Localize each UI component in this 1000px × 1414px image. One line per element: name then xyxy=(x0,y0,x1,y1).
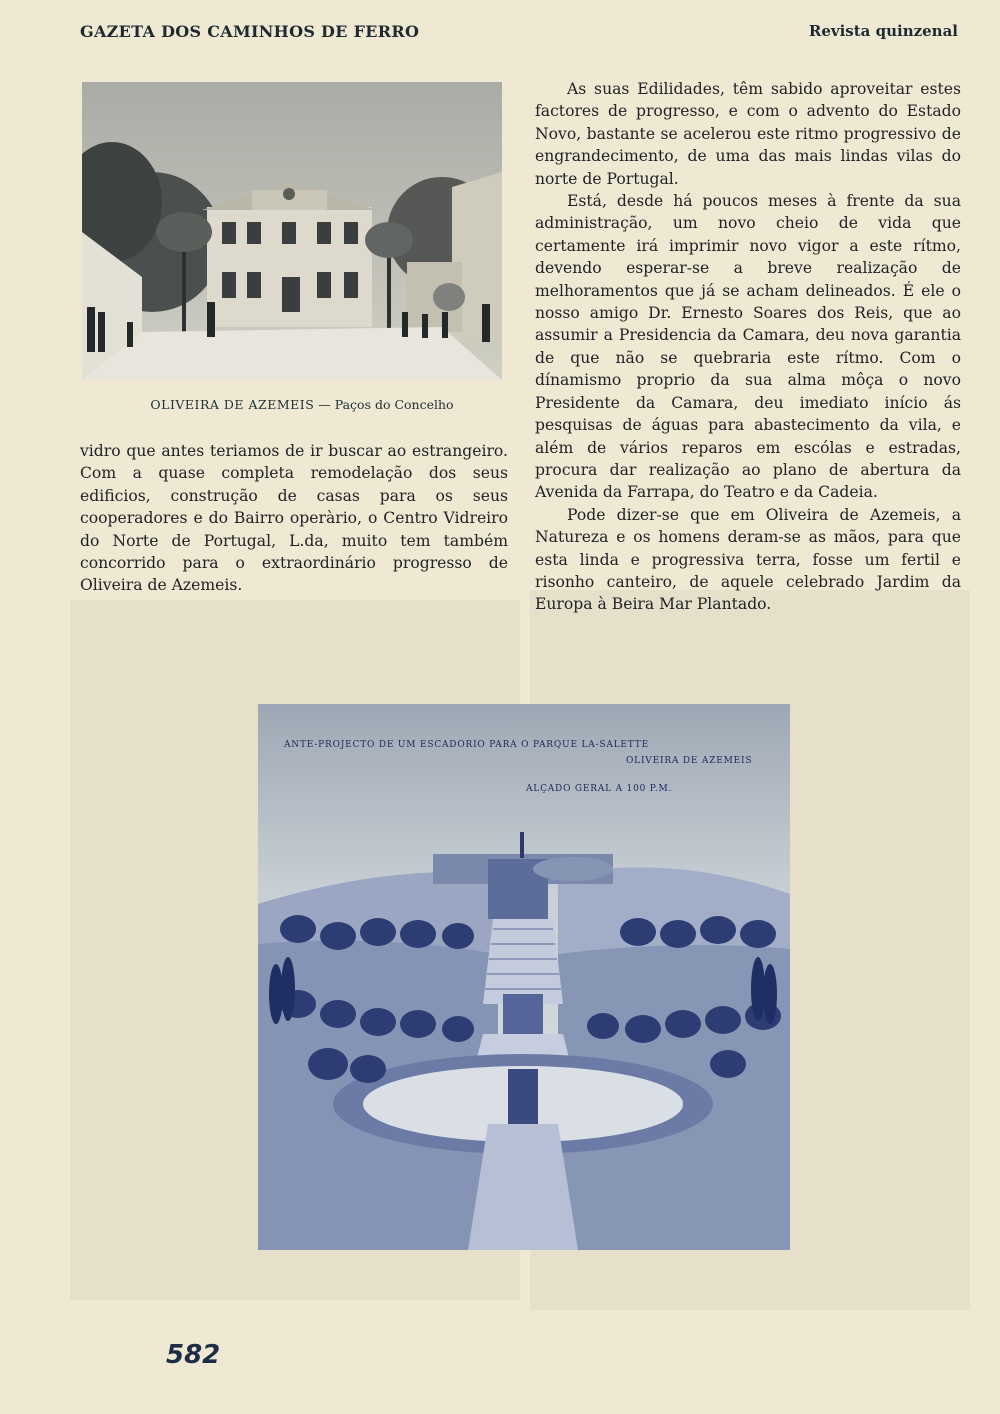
right-column-text xyxy=(535,78,961,616)
staircase-drawing xyxy=(258,704,790,1250)
right-paragraph-1: As suas Edilidades, têm sabido aproveitar estes factores de progresso, e com o advento do Estado Novo, bastante se acelerou este ritmo progressivo de engrandecimento, de uma das mais lindas vilas do norte de Portugal. xyxy=(535,80,961,188)
left-column-text xyxy=(80,440,508,597)
town-hall-photo xyxy=(82,82,502,380)
right-paragraph-2: Está, desde há poucos meses à frente da sua administração, um novo cheio de vida que certamente irá imprimir novo vigor a este rítmo, devendo esperar-se a breve realização de melhoramentos que já se acham delineados. É ele o nosso amigo Dr. Ernesto Soares dos Reis, que ao assumir a Presidencia da Camara, deu nova garantia de que não se quebraria este rítmo. Com o dínamismo proprio da sua alma môça o novo Presidente da Camara, deu imediato início ás pesquisas de águas para abastecimento da vila, e além de vários reparos em escólas e estradas, procura dar realização ao plano de abertura da Avenida da Farrapa, do Teatro e da Cadeia. xyxy=(535,192,961,502)
caption-place: OLIVEIRA DE AZEMEIS xyxy=(150,397,315,412)
publication-subtitle: Revista quinzenal xyxy=(808,22,958,40)
page-number: 582 xyxy=(166,1340,221,1370)
caption-description: — Paços do Concelho xyxy=(314,397,454,412)
publication-title: GAZETA DOS CAMINHOS DE FERRO xyxy=(80,22,420,41)
left-paragraph: vidro que antes teriamos de ir buscar ao estrangeiro. Com a quase completa remodelação dos seus edificios, construção de casas para os seus cooperadores e do Bairro operàrio, o Centro Vidreiro do Norte de Portugal, L.da, muito tem também concorrido para o extraordinário progresso de Oliveira de Azemeis. xyxy=(80,442,508,595)
drawing-scale: ALÇADO GERAL A 100 P.M. xyxy=(526,784,673,794)
photo-caption xyxy=(82,397,522,412)
right-paragraph-3: Pode dizer-se que em Oliveira de Azemeis, a Natureza e os homens deram-se as mãos, para que esta linda e progressiva terra, fosse um fertil e risonho canteiro, de aquele celebrado Jardim da Europa à Beira Mar Plantado. xyxy=(535,505,961,614)
drawing-title: ANTE-PROJECTO DE UM ESCADORIO PARA O PARQUE LA-SALETTE xyxy=(284,740,649,750)
drawing-location: OLIVEIRA DE AZEMEIS xyxy=(626,756,753,766)
